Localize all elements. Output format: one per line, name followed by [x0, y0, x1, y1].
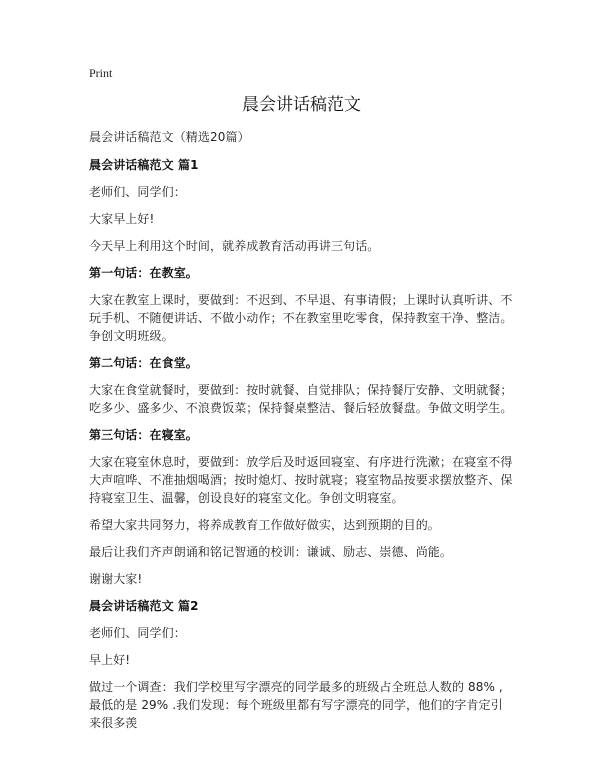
document-subtitle: 晨会讲话稿范文（精选20篇） — [89, 130, 250, 144]
point-2-paragraph: 大家在食堂就餐时，要做到：按时就餐、自觉排队；保持餐厅安静、文明就餐；吃多少、盛多少、不浪费饭菜；保持餐桌整洁、餐后轻放餐盘。争做文明学生。 — [89, 383, 513, 415]
section-2-heading: 晨会讲话稿范文 篇2 — [89, 599, 199, 613]
motto-paragraph: 最后让我们齐声朗诵和铭记智通的校训：谦诚、励志、崇德、尚能。 — [89, 545, 453, 559]
point-3-paragraph: 大家在寝室休息时，要做到：放学后及时返回寝室、有序进行洗漱；在寝室不得大声喧哗、不准抽烟喝酒；按时熄灯、按时就寝；寝室物品按要求摆放整齐、保持寝室卫生、温馨，创设良好的寝室文化。争创文明寝室。 — [89, 455, 513, 505]
salutation: 老师们、同学们： — [89, 626, 186, 640]
print-link[interactable]: Print — [89, 66, 113, 80]
thanks-paragraph: 谢谢大家! — [89, 572, 143, 586]
survey-paragraph: 做过一个调查：我们学校里写字漂亮的同学最多的班级占全班总人数的 88% ,最低的是 29% .我们发现：每个班级里都有写字漂亮的同学，他们的字肯定引来很多羡 — [89, 680, 503, 730]
page-title: 晨会讲话稿范文 — [242, 95, 361, 115]
section-2 — [89, 597, 514, 732]
section-1 — [89, 156, 514, 588]
section-1-heading: 晨会讲话稿范文 篇1 — [89, 158, 199, 172]
greeting: 早上好! — [89, 653, 131, 667]
point-2-heading: 第二句话：在食堂。 — [89, 356, 198, 370]
point-3-heading: 第三句话：在寝室。 — [89, 428, 198, 442]
point-1-paragraph: 大家在教室上课时，要做到：不迟到、不早退、有事请假；上课时认真听讲、不玩手机、不随便讲话、不做小动作；不在教室里吃零食，保持教室干净、整洁。争创文明班级。 — [89, 293, 513, 343]
salutation: 老师们、同学们： — [89, 185, 186, 199]
point-1-heading: 第一句话：在教室。 — [89, 266, 198, 280]
intro-paragraph: 今天早上利用这个时间，就养成教育活动再讲三句话。 — [89, 239, 380, 253]
greeting: 大家早上好! — [89, 212, 155, 226]
hope-paragraph: 希望大家共同努力，将养成教育工作做好做实，达到预期的目的。 — [89, 518, 440, 532]
